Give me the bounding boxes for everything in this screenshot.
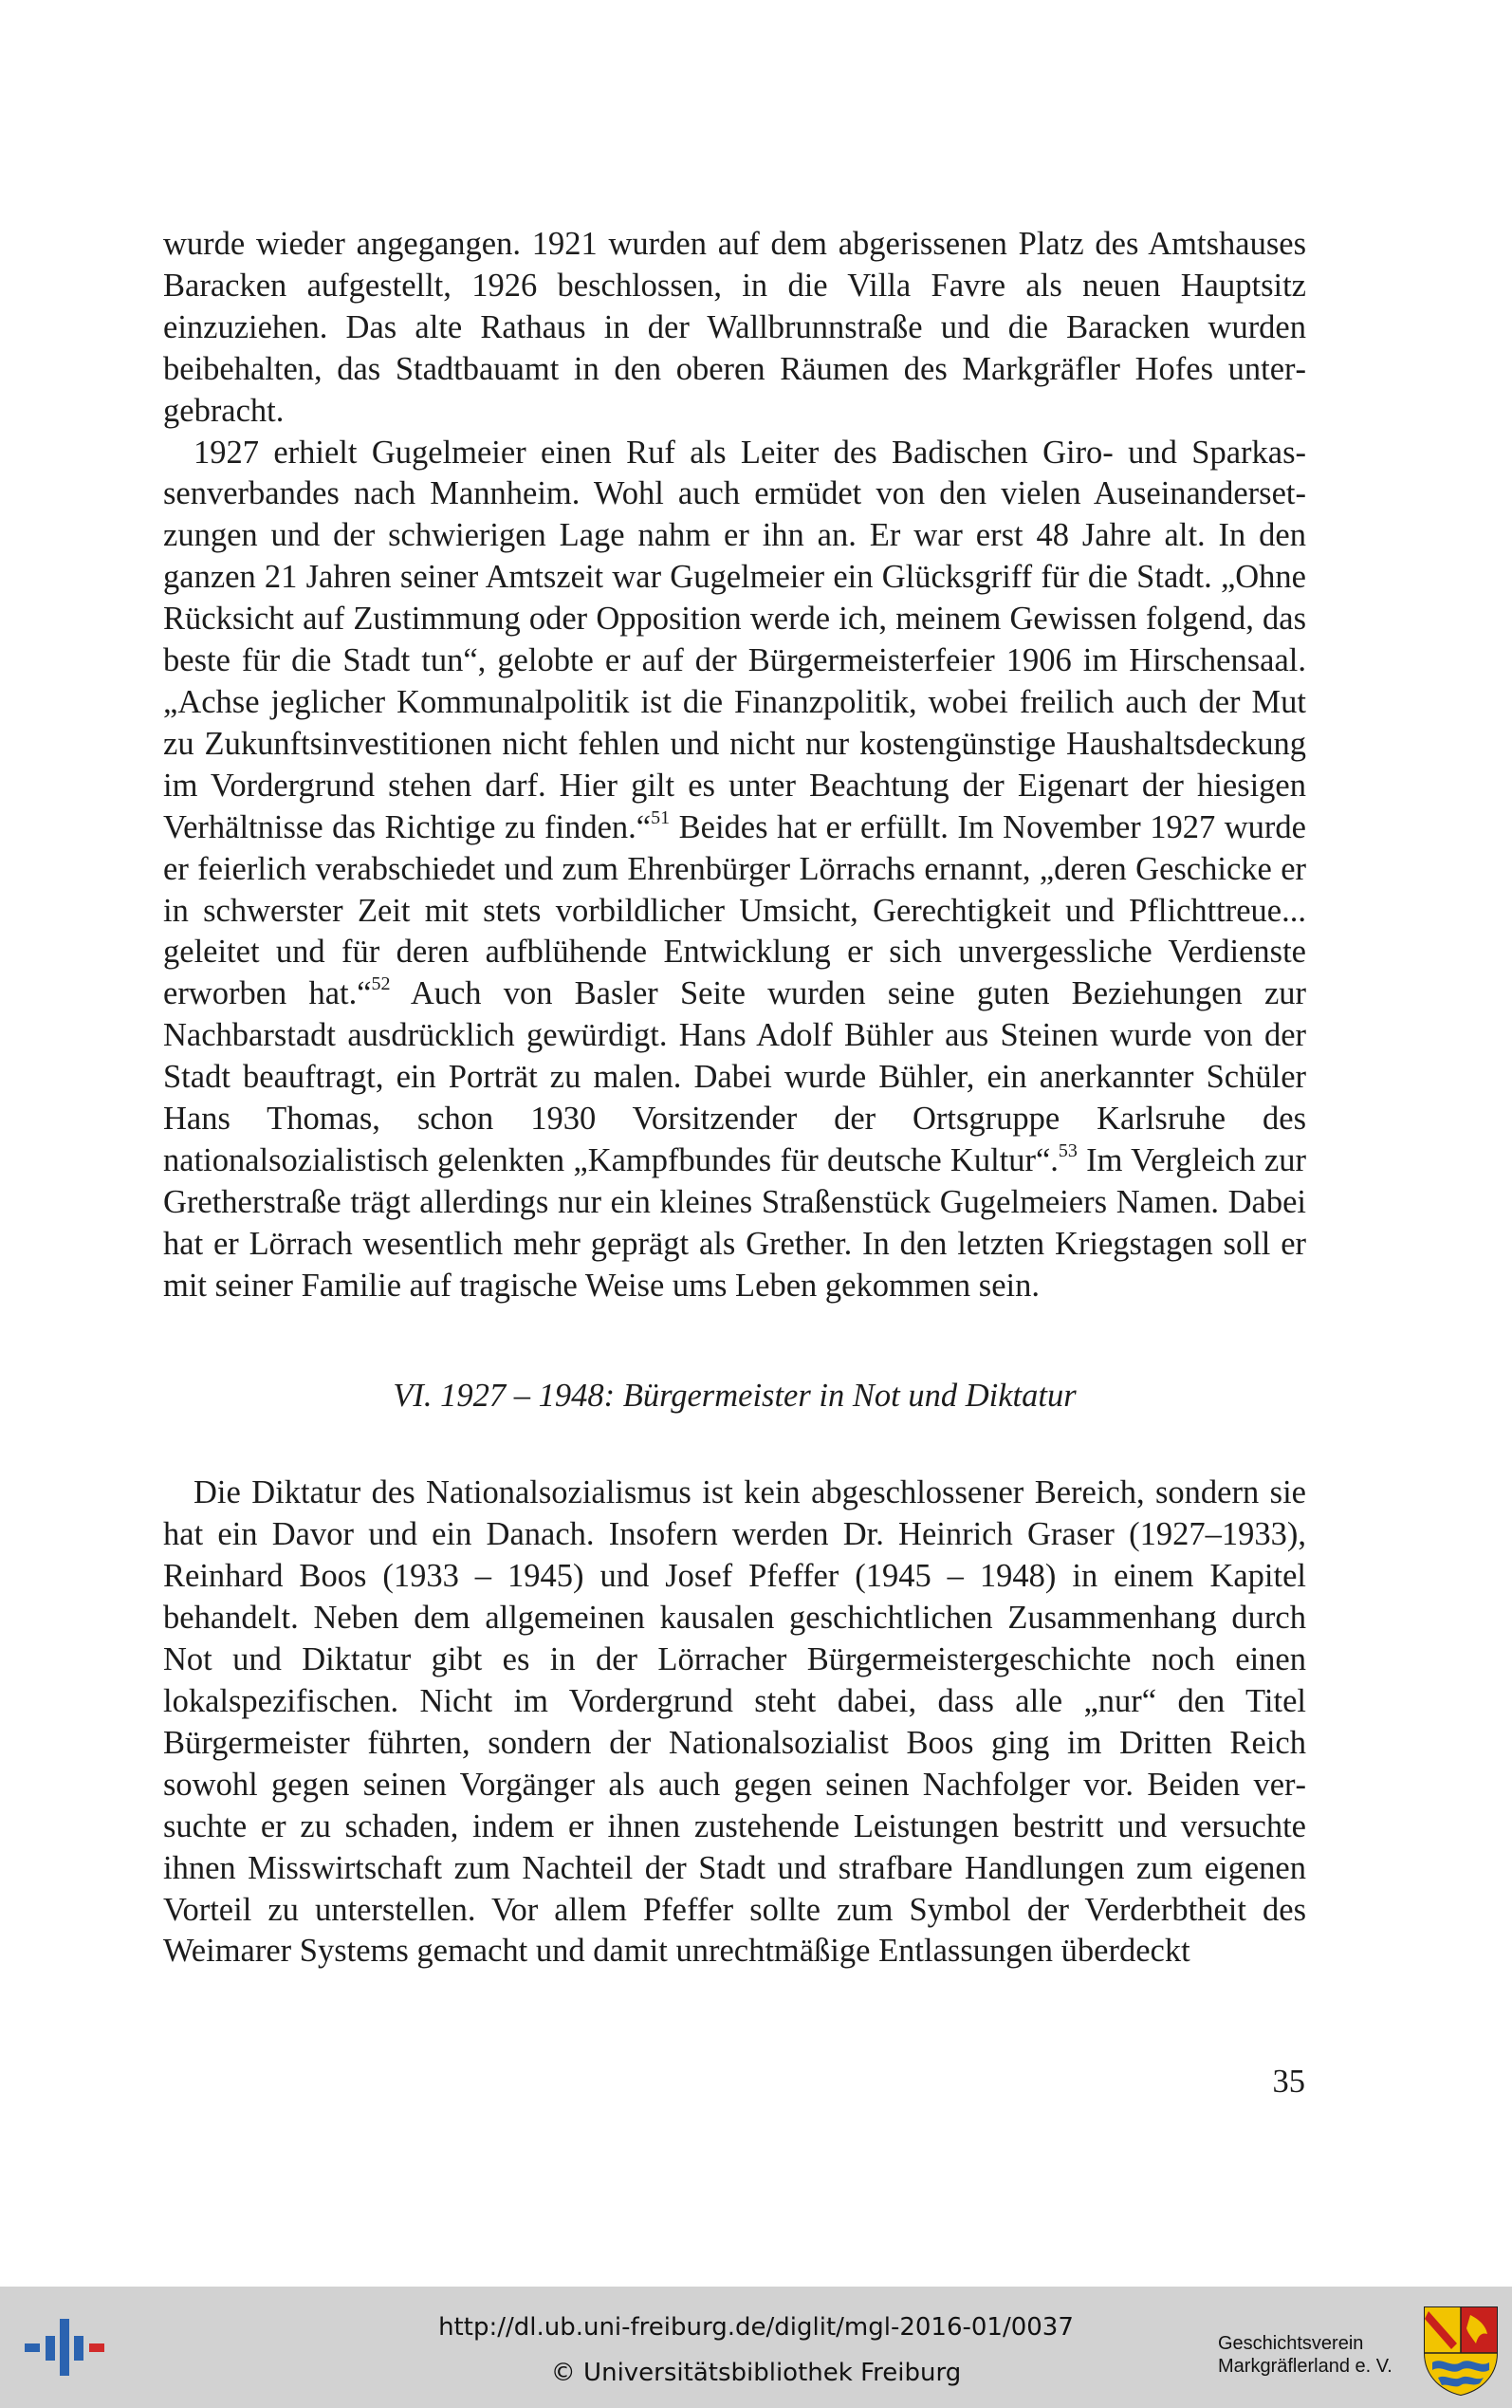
footer-org-line-1: Geschichtsverein [1218,2333,1364,2354]
paragraph-3: Die Diktatur des Nationalsozialismus ist kein abgeschlossener Bereich, sondern sie hat ein Davor und ein Danach. Insofern werden Dr. Heinrich Graser (1927–1933), Reinhard Boos (1933 – 1945) und Josef Pfeffer (1945 – 1948) in einem Kapitel behandelt. Neben dem allgemeinen kausalen geschichtlichen Zusammenhang durch Not und Diktatur gibt es in der Lörracher Bürgermeistergeschichte noch einen lokalspezifischen. Nicht im Vordergrund steht dabei, dass alle „nur“ den Titel Bürgermeister führten, sondern der Nationalsozialist Boos ging im Dritten Reich sowohl gegen seinen Vorgänger als auch gegen seinen Nachfolger vor. Beiden versuchte er zu schaden, indem er ihnen zustehende Leistungen bestritt und versuchte ihnen Misswirtschaft zum Nachteil der Stadt und strafbare Handlungen zum eigenen Vorteil zu unterstellen. Vor allem Pfeffer sollte zum Symbol der Verderbtheit des Weimarer Systems gemacht und damit unrechtmäßige Entlassungen überdeckt [163,1474,1306,1970]
footer-url-link[interactable]: http://dl.ub.uni-freiburg.de/diglit/mgl-2016-01/0037 [438,2313,1074,2342]
footnote-ref-53[interactable]: 53 [1058,1139,1078,1161]
footer-org-line-2: Markgräflerland e. V. [1218,2356,1392,2377]
paragraph-2 [163,433,1306,1307]
section-heading: VI. 1927 – 1948: Bürgermeister in Not und Diktatur [393,1377,1077,1414]
page-number: 35 [1272,2064,1305,2100]
page-body [163,224,1306,1973]
paragraph-1: wurde wieder angegangen. 1921 wurden auf dem abgerissenen Platz des Amtshauses Baracken aufgestellt, 1926 beschlossen, in die Villa Favre als neuen Hauptsitz einzuziehen. Das alte Rathaus in der Wallbrunnstraße und die Baracken wurden beibehalten, das Stadtbauamt in den oberen Räumen des Markgräfler Hofes untergebracht. [163,226,1306,429]
footer-bar [0,2287,1512,2408]
markgraeflerland-crest-icon [1423,2306,1499,2397]
footnote-ref-52[interactable]: 52 [371,973,391,995]
footnote-ref-51[interactable]: 51 [651,806,671,828]
paragraph-2-part-4: Im Vergleich zur Gretherstraße trägt allerdings nur ein kleines Straßenstück Gugelmeiers Namen. Dabei hat er Lörrach wesentlich mehr geprägt als Grether. In den letzten Kriegstagen soll er mit seiner Familie auf tragische Weise ums Leben gekommen sein. [163,1141,1306,1304]
paragraph-2-part-1: 1927 erhielt Gugelmeier einen Ruf als Leiter des Badischen Giro- und Sparkassenverbandes nach Mannheim. Wohl auch ermüdet von den vielen Auseinandersetzungen und der schwierigen Lage nahm er ihn an. Er war erst 48 Jahre alt. In den ganzen 21 Jahren seiner Amtszeit war Gugelmeier ein Glücksgriff für die Stadt. „Ohne Rücksicht auf Zustimmung oder Opposition werde ich, meinem Gewissen folgend, das beste für die Stadt tun“, gelobte er auf der Bürgermeisterfeier 1906 im Hirschensaal. „Achse jeglicher Kommunalpolitik ist die Finanzpolitik, wobei freilich auch der Mut zu Zukunftsinvestitionen nicht fehlen und nicht nur kostengünstige Haushaltsdeckung im Vordergrund stehen darf. Hier gilt es unter Beachtung der Eigenart der hiesigen Verhältnisse das Richtige zu finden.“ [163,434,1306,845]
paragraph-2-part-2: Beides hat er erfüllt. Im November 1927 wurde er feierlich verabschiedet und zum Ehrenbürger Lörrachs ernannt, „deren Geschicke er in schwerster Zeit mit stets vorbildlicher Umsicht, Gerechtigkeit und Pflichttreue... geleitet und für deren aufblühende Entwicklung er sich unvergessliche Verdienste erworben hat.“ [163,808,1306,1012]
footer-copyright: © Universitätsbibliothek Freiburg [550,2359,962,2387]
paragraph-2-part-3: Auch von Basler Seite wurden seine guten Beziehungen zur Nachbarstadt ausdrücklich gewürdigt. Hans Adolf Bühler aus Steinen wurde von der Stadt beauftragt, ein Porträt zu malen. Dabei wurde Bühler, ein anerkannter Schüler Hans Thomas, schon 1930 Vorsitzender der Ortsgruppe Karlsruhe des nationalsozialistisch gelenkten „Kampfbundes für deutsche Kultur“. [163,975,1307,1178]
footer-org-name [1218,2332,1392,2378]
